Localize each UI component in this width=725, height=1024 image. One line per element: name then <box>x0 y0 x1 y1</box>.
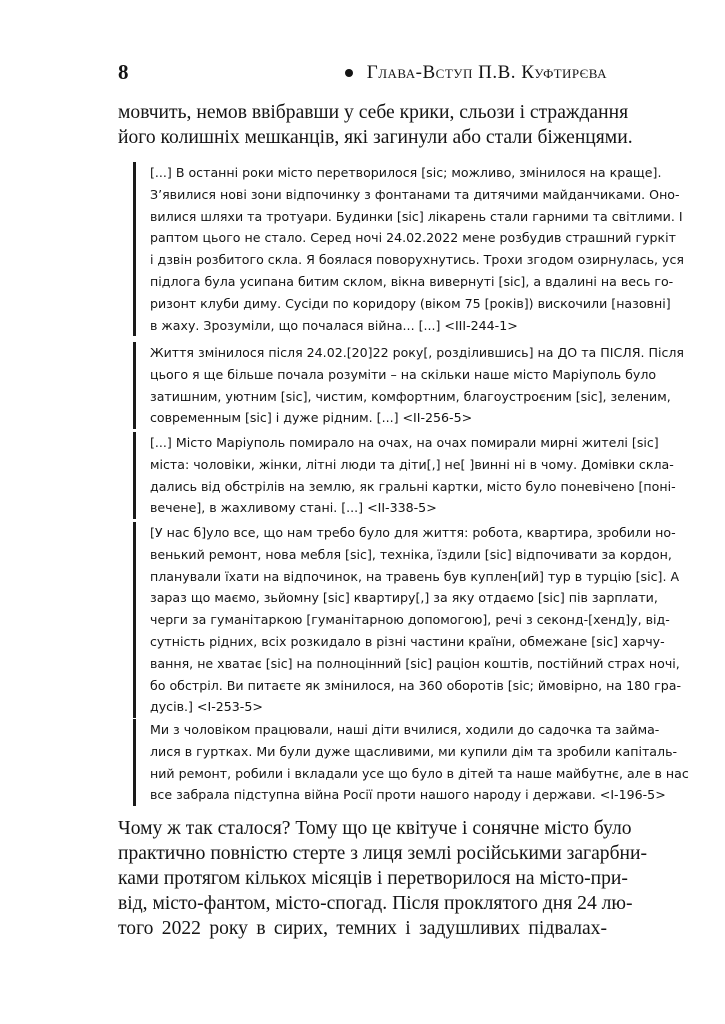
intro-paragraph <box>118 100 633 150</box>
quote-line: венький ремонт, нова мебля [sic], техніка, їздили [sic] відпочивати за кордон, <box>150 546 672 562</box>
text-line: ками протягом кількох місяців і перетворилося на місто-при- <box>118 868 628 889</box>
quote-line: вання, не хватає [sic] на полноцінний [sic] раціон коштів, постійний страх ночі, <box>150 655 680 671</box>
text-line: практично повністю стерте з лиця землі російськими загарбни- <box>118 843 648 864</box>
quote-line: современным [sic] і дуже рідним. [...] <ІІ-256-5> <box>150 410 473 426</box>
outro-paragraph <box>118 816 648 941</box>
quote-line: Ми з чоловіком працювали, наші діти вчилися, ходили до садочка та займа- <box>150 722 660 737</box>
quote-line: ний ремонт, робили і вкладали усе що було в дітей та наше майбутнє, але в нас <box>150 765 689 781</box>
quote-line: раптом цього не стало. Серед ночі 24.02.2022 мене розбудив страшний гуркіт <box>150 230 676 246</box>
quote-line: ризонт клуби диму. Сусіди по коридору (віком 75 [років]) вискочили [назовні] <box>150 295 671 311</box>
quote-line: [...] В останні роки місто перетворилося [sic; можливо, змінилося на краще]. <box>150 165 662 180</box>
quote-line: вечене], в жахливому стані. [...] <ІІ-338-5> <box>150 500 437 516</box>
quote-line: лися в гуртках. Ми були дуже щасливими, ми купили дім та зробили капіталь- <box>150 743 678 759</box>
quote-line: і дзвін розбитого скла. Я боялася поворухнутись. Трохи згодом озирнулась, уся <box>150 252 684 268</box>
quote-line: цього я ще більше почала розуміти – на скільки наше місто Маріуполь було <box>150 366 657 382</box>
quote-line: все забрала підступна війна Росії проти нашого народу і держави. <І-196-5> <box>150 787 666 803</box>
quote-line: дусів.] <І-253-5> <box>150 699 263 715</box>
running-head <box>345 62 607 84</box>
text-line: мовчить, немов ввібравши у себе крики, сльози і страждання <box>118 102 629 123</box>
quote-line: сутність рідних, всіх розкидало в різні частини країни, обмежане [sic] харчу- <box>150 633 665 649</box>
quote-line: вилися шляхи та тротуари. Будинки [sic] лікарень стали гарними та світлими. І <box>150 208 683 224</box>
quote-line: планували їхати на відпочинок, на травень був куплен[ий] тур в турцію [sic]. А <box>150 568 680 584</box>
quote-block-1 <box>133 162 684 336</box>
quote-block-3 <box>133 432 676 519</box>
quote-block-2 <box>133 342 684 429</box>
quote-line: [У нас б]уло все, що нам требо було для життя: робота, квартира, зробили но- <box>150 525 676 540</box>
quote-block-4 <box>133 522 682 718</box>
quote-line: затишним, уютним [sic], чистим, комфортним, благоустроєним [sic], зеленим, <box>150 388 671 404</box>
quote-block-5 <box>133 719 689 806</box>
quote-line: Життя змінилося після 24.02.[20]22 року[, розділившись] на ДО та ПІСЛЯ. Після <box>150 345 684 360</box>
text-line: його колишніх мешканців, які загинули або стали біженцями. <box>118 127 633 148</box>
bullet-icon <box>345 69 353 77</box>
quote-line: бо обстріл. Ви питаєте як змінилося, на 360 оборотів [sic; ймовірно, на 180 гра- <box>150 677 682 693</box>
page-number: 8 <box>118 60 129 84</box>
quote-line: З’явилися нові зони відпочинку з фонтанами та дитячими майданчиками. Оно- <box>150 186 680 202</box>
quote-line: в жаху. Зрозуміли, що почалася війна... [...] <ІІІ-244-1> <box>150 317 518 333</box>
text-line: від, місто-фантом, місто-спогад. Після проклятого дня 24 лю- <box>118 893 633 914</box>
quote-line: дались від обстрілів на землю, як гральні картки, місто було поневічено [поні- <box>150 478 676 494</box>
quote-line: зараз що маємо, зьйомну [sic] квартиру[,] за яку отдаємо [sic] пів зарплати, <box>150 590 658 606</box>
quote-line: [...] Місто Маріуполь помирало на очах, на очах помирали мирні жителі [sic] <box>150 435 659 450</box>
running-head-title: Глава-Вступ П.В. Куфтирєва <box>366 62 607 83</box>
text-line: того 2022 року в сирих, темних і задушливих підвалах- <box>118 918 607 939</box>
text-line: Чому ж так сталося? Тому що це квітуче і сонячне місто було <box>118 818 632 839</box>
quote-line: черги за гуманітаркою [гуманітарною допомогою], речі з секонд-[хенд]у, від- <box>150 612 670 628</box>
quote-line: міста: чоловіки, жінки, літні люди та діти[,] не[ ]винні ні в чому. Домівки скла- <box>150 456 674 472</box>
quote-line: підлога була усипана битим склом, вікна вивернуті [sic], а вдалині на весь го- <box>150 273 674 289</box>
